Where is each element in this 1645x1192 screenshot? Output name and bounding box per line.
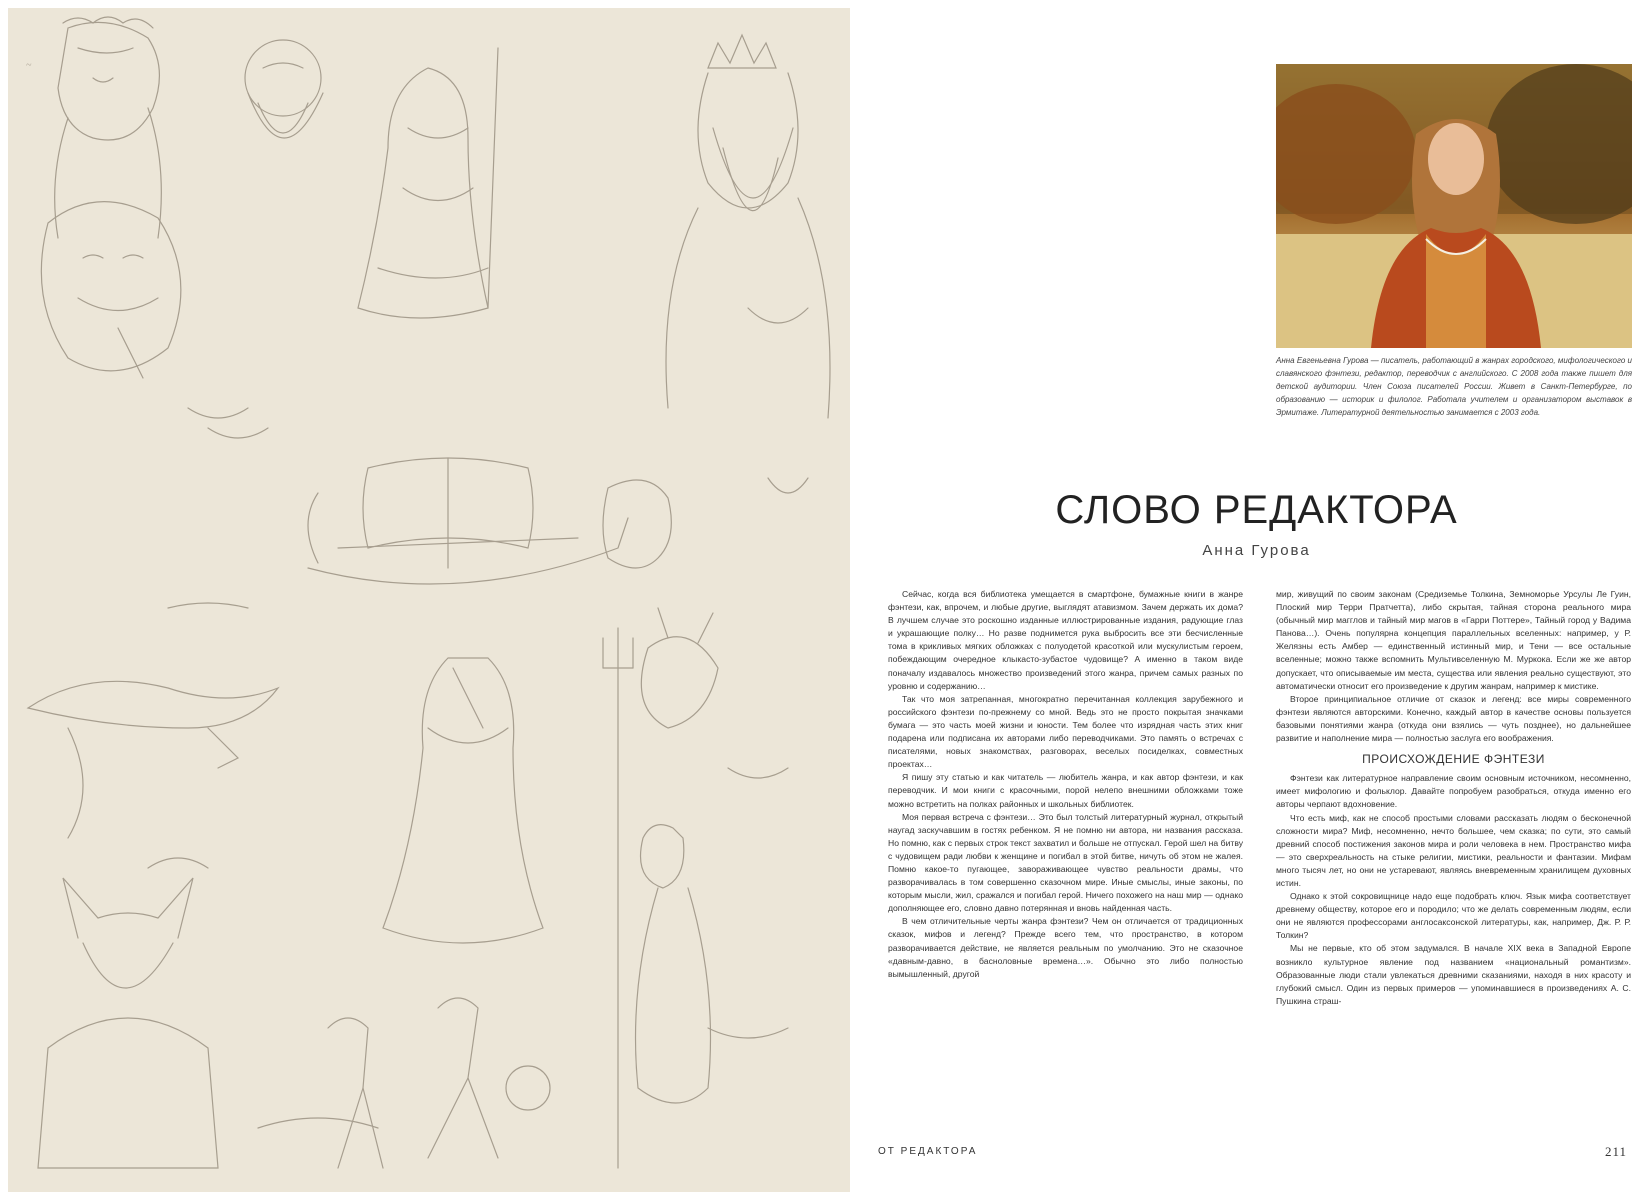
- article-page: [868, 0, 1645, 1192]
- dragon-sketch: [28, 681, 278, 838]
- warrior-trident-sketch: [603, 628, 711, 1168]
- pencil-sketch-collage: [8, 8, 850, 1192]
- paragraph: Моя первая встреча с фэнтези… Это был толстый литературный журнал, открытый наугад заскучавшим в гостях ребенком. Я не помню ни автора, ни названия рассказа. Но помню, как с первых строк текст захватил и больше не отпускал. Герой шел на битву с чудовищем ради любви к женщине и погибал в этой битве, ничуть об этом не жалея. Помню какое-то пугающее, завораживающее чувство реальности драмы, что разворачивалась в том совершенно сказочном мире. Иные смыслы, иные законы, по которым мысли, жил, сражался и погибал герой. Ничего похожего на наш мир — однако дополняющее его, словно давно потерянная и вновь найденная часть.: [888, 811, 1243, 914]
- page-title: СЛОВО РЕДАКТОРА: [1055, 488, 1458, 532]
- page-number: 211: [1604, 1144, 1627, 1159]
- paragraph: В чем отличительные черты жанра фэнтези? Чем он отличается от традиционных сказок, мифов и легенд? Прежде всего тем, что пространство, в котором разворачивается действие, не является реальным по умолчанию. Это не сказочное «давным-давно, в басноловные времена…». Обычно это либо полностью вымышленный, другой: [888, 916, 1243, 979]
- paragraph: Второе принципиальное отличие от сказок и легенд: все миры современного фэнтези являются авторскими. Конечно, каждый автор в качестве основы пользуется базовыми понятиями жанра (откуда они взялись — чуть позднее), но дальнейшее развитие и наполнение мира — полностью заслуга его воображения.: [1276, 693, 1631, 744]
- paragraph: Что есть миф, как не способ простыми словами рассказать людям о бесконечной сложности мира? Миф, несомненно, нечто большее, чем сказка; по сути, это самый древний способ постижения законов мира и роли человека в нем. Пространство мифа — это сверхреальность на стыке религии, мистики, реальности и фантазии. Мифам много тысяч лет, но они не устаревают, являясь вневременным хранилищем духовных истин.: [1276, 812, 1631, 888]
- portrait-caption: Анна Евгеньевна Гурова — писатель, работающий в жанрах городского, мифологического и славянского фэнтези, редактор, переводчик с английского. С 2008 года также пишет для детской аудитории. Член Союза писателей России. Живет в Санкт-Петербурге, по образованию — историк и филолог. Работала учителем и организатором выставок в Эрмитаже. Литературной деятельностью занимается с 2003 года.: [1276, 356, 1632, 417]
- king-sketch: [666, 35, 830, 418]
- paragraph: Фэнтези как литературное направление своим основным источником, несомненно, имеет мифологию и фольклор. Давайте попробуем разобраться, откуда именно его авторы черпают вдохновение.: [1276, 773, 1631, 810]
- text-column-right: [1276, 588, 1631, 1008]
- dragon-head-sketch: [641, 608, 718, 728]
- hooded-warrior-sketch: [383, 658, 543, 943]
- horned-figure-sketch: [38, 878, 218, 1168]
- battle-scene-sketch: [258, 998, 550, 1168]
- paragraph: мир, живущий по своим законам (Средиземье Толкина, Земноморье Урсулы Ле Гуин, Плоский мир Терри Пратчетта), либо скрытая, тайная сторона реального мира (обычный мир магглов и тайный мир магов в «Гарри Поттере», Тайный город у Вадима Панова…). Очень популярна концепция параллельных вселенных: например, у Р. Желязны есть Амбер — единственный истинный мир, и Тени — все остальные вселенные; можно также вспомнить Мультивселенную М. Муркока. Если же же автор допускает, что описываемые им места, существа или явления реально существуют, это автоматически относит его произведение к другим жанрам, например к мистике.: [1276, 589, 1631, 691]
- paragraph: Однако к этой сокровищнице надо еще подобрать ключ. Язык мифа соответствует древнему обществу, которое его и породило; что же делать современным людям, если они не являются профессорами англосаксонской литературы, как, например, Дж. Р. Р. Толкин?: [1276, 891, 1631, 941]
- sketch-illustration-page: [8, 8, 850, 1192]
- paragraph: Мы не первые, кто об этом задумался. В начале XIX века в Западной Европе возникло культурное явление под названием «национальный романтизм». Образованные люди стали увлекаться древними сказаниями, находя в них красоту и глубокий смысл. Один из первых примеров — упоминавшиеся в произведениях А. С. Пушкина страш-: [1276, 943, 1631, 1006]
- paragraph: Так что моя затрепанная, многократно перечитанная коллекция зарубежного и российского фэнтези по-прежнему со мной. Ведь это не просто покрытая значками бумага — это часть моей жизни и юности. Тем более что изрядная часть этих книг подарена или подписана их авторами либо переводчиками. Это память о встречах с писателями, новых знакомствах, разговорах, веселых посиделках, совместных проектах…: [888, 693, 1243, 770]
- robed-figure-sketch: [358, 48, 498, 318]
- grinning-face-sketch: [41, 202, 181, 378]
- article-author: Анна Гурова: [1202, 542, 1311, 559]
- viking-ship-sketch: [308, 458, 628, 584]
- svg-text:~: ~: [26, 60, 32, 71]
- elf-woman-sketch: [55, 17, 162, 238]
- text-column-left: [888, 588, 1243, 981]
- paragraph: Я пишу эту статью и как читатель — любитель жанра, и как автор фэнтези, и как переводчик. И мои книги с красочными, порой нелепо внешними обложками тоже можно встретить на полках районных и школьных библиотек.: [888, 772, 1243, 809]
- author-portrait-photo: [1276, 64, 1632, 348]
- section-heading: ПРОИСХОЖДЕНИЕ ФЭНТЕЗИ: [1362, 752, 1545, 767]
- paragraph: Сейчас, когда вся библиотека умещается в смартфоне, бумажные книги в жанре фэнтези, как, впрочем, и любые другие, выглядят атавизмом. Зачем держать их дома? В лучшем случае это роскошно изданные иллюстрированные издания, радующие глаз и украшающие полку… Но разве поднимется рука выбросить все эти бесчисленные тома в крикливых мягких обложках с полуодетой красоткой или мускулистым героем, побеждающим очередное клыкасто-зубастое чудовище? А именно в таком виде поначалу издавалось множество произведений этого жанра, причем самых разных по уровню и содержанию…: [888, 589, 1243, 691]
- dwarf-sketch: [245, 40, 323, 138]
- running-footer: ОТ РЕДАКТОРА: [878, 1146, 978, 1157]
- profile-head-sketch: [603, 480, 671, 568]
